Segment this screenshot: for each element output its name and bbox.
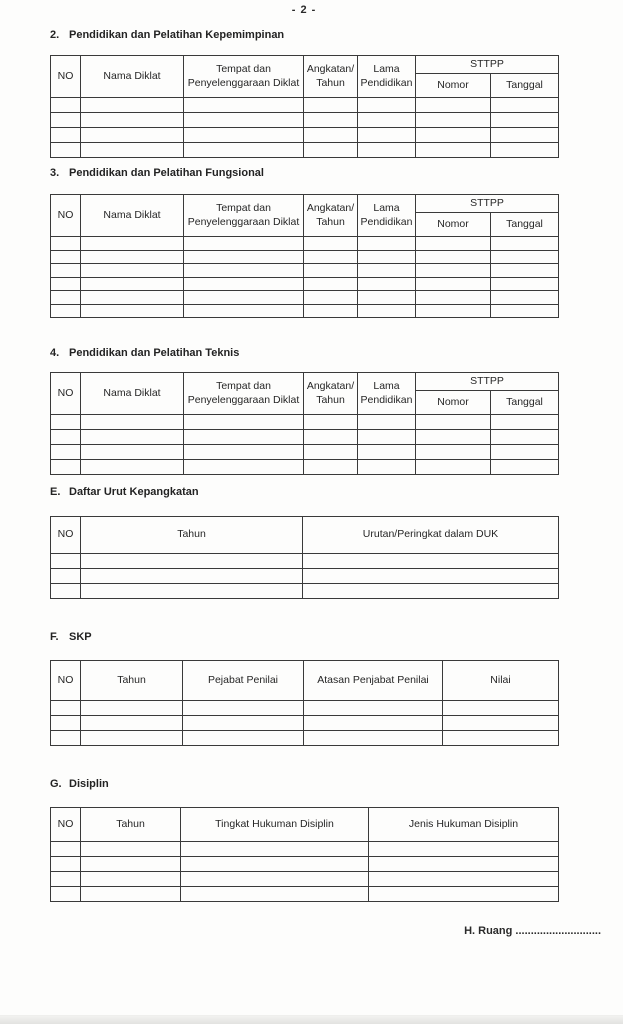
col-header-angkatan: Angkatan/ Tahun (304, 56, 358, 98)
empty-cell (304, 98, 358, 113)
empty-cell (81, 113, 184, 128)
empty-cell (358, 98, 416, 113)
empty-cell (81, 98, 184, 113)
empty-cell (304, 701, 443, 716)
empty-cell (81, 716, 183, 731)
empty-cell (491, 291, 559, 305)
table-row (51, 887, 559, 902)
section-number: F. (50, 631, 59, 643)
empty-cell (304, 237, 358, 251)
empty-cell (51, 430, 81, 445)
table-header (51, 56, 559, 98)
table-row (51, 250, 559, 264)
section-title: Daftar Urut Kepangkatan (69, 486, 199, 498)
col-header-tahun: Tahun (81, 808, 181, 842)
disiplin-table-body (51, 842, 559, 902)
empty-cell (184, 237, 304, 251)
empty-cell (181, 872, 369, 887)
empty-cell (51, 872, 81, 887)
empty-cell (369, 857, 559, 872)
col-header-lama: Lama Pendidikan (358, 56, 416, 98)
empty-cell (358, 113, 416, 128)
col-header-nama-diklat: Nama Diklat (81, 56, 184, 98)
empty-cell (358, 430, 416, 445)
page-number: - 2 - (291, 4, 317, 16)
empty-cell (183, 716, 304, 731)
table-row (51, 415, 559, 430)
empty-cell (184, 304, 304, 318)
empty-cell (416, 277, 491, 291)
empty-cell (181, 857, 369, 872)
empty-cell (491, 128, 559, 143)
col-header-no: NO (51, 373, 81, 415)
section-title: Pendidikan dan Pelatihan Kepemimpinan (69, 29, 285, 41)
empty-cell (81, 415, 184, 430)
table-row (51, 872, 559, 887)
col-header-no: NO (51, 517, 81, 554)
empty-cell (443, 701, 559, 716)
empty-cell (358, 460, 416, 475)
empty-cell (491, 445, 559, 460)
col-header-lama: Lama Pendidikan (358, 195, 416, 237)
col-header-tanggal: Tanggal (491, 213, 559, 237)
empty-cell (81, 277, 184, 291)
col-header-tingkat-hukuman: Tingkat Hukuman Disiplin (181, 808, 369, 842)
table-row (51, 264, 559, 278)
empty-cell (81, 264, 184, 278)
empty-cell (304, 250, 358, 264)
fungsional-table (50, 194, 559, 318)
col-header-sttpp: STTPP (416, 195, 559, 213)
empty-cell (358, 143, 416, 158)
empty-cell (51, 98, 81, 113)
col-header-nomor: Nomor (416, 391, 491, 415)
table-row (51, 277, 559, 291)
col-header-nama-diklat: Nama Diklat (81, 195, 184, 237)
empty-cell (304, 304, 358, 318)
empty-cell (184, 98, 304, 113)
teknis-table-body (51, 415, 559, 475)
section-duk (50, 486, 623, 599)
duk-table-body (51, 554, 559, 599)
empty-cell (51, 716, 81, 731)
empty-cell (358, 128, 416, 143)
empty-cell (81, 291, 184, 305)
empty-cell (81, 430, 184, 445)
section-number: H. (464, 925, 476, 937)
empty-cell (304, 460, 358, 475)
empty-cell (51, 701, 81, 716)
empty-cell (358, 445, 416, 460)
empty-cell (358, 237, 416, 251)
empty-cell (416, 460, 491, 475)
empty-cell (51, 445, 81, 460)
col-header-no: NO (51, 56, 81, 98)
empty-cell (416, 445, 491, 460)
section-number: G. (50, 778, 62, 790)
empty-cell (358, 304, 416, 318)
empty-cell (181, 842, 369, 857)
table-header (51, 808, 559, 842)
section-heading (50, 486, 623, 498)
empty-cell (81, 569, 303, 584)
empty-cell (81, 842, 181, 857)
empty-cell (184, 460, 304, 475)
col-header-tempat: Tempat dan Penyelenggaraan Diklat (184, 373, 304, 415)
empty-cell (303, 569, 559, 584)
col-header-tempat: Tempat dan Penyelenggaraan Diklat (184, 56, 304, 98)
empty-cell (51, 569, 81, 584)
empty-cell (358, 415, 416, 430)
empty-cell (304, 430, 358, 445)
page-bottom-edge (0, 1015, 623, 1024)
empty-cell (443, 731, 559, 746)
empty-cell (184, 264, 304, 278)
table-row (51, 857, 559, 872)
empty-cell (304, 277, 358, 291)
empty-cell (491, 277, 559, 291)
empty-cell (184, 291, 304, 305)
empty-cell (304, 113, 358, 128)
col-header-tahun: Tahun (81, 517, 303, 554)
col-header-sttpp: STTPP (416, 56, 559, 74)
table-row (51, 569, 559, 584)
empty-cell (416, 415, 491, 430)
col-header-tahun: Tahun (81, 661, 183, 701)
empty-cell (183, 731, 304, 746)
col-header-jenis-hukuman: Jenis Hukuman Disiplin (369, 808, 559, 842)
empty-cell (181, 887, 369, 902)
col-header-tanggal: Tanggal (491, 74, 559, 98)
section-heading (50, 778, 623, 790)
empty-cell (51, 731, 81, 746)
empty-cell (416, 264, 491, 278)
empty-cell (81, 584, 303, 599)
section-skp (50, 631, 623, 746)
empty-cell (369, 887, 559, 902)
section-title: Pendidikan dan Pelatihan Teknis (69, 347, 240, 359)
empty-cell (491, 304, 559, 318)
section-fungsional (50, 167, 623, 318)
section-disiplin (50, 778, 623, 902)
empty-cell (81, 872, 181, 887)
col-header-tanggal: Tanggal (491, 391, 559, 415)
empty-cell (358, 277, 416, 291)
section-heading (50, 29, 623, 41)
empty-cell (51, 304, 81, 318)
table-row (51, 716, 559, 731)
empty-cell (358, 291, 416, 305)
kepemimpinan-table-body (51, 98, 559, 158)
table-header (51, 517, 559, 554)
empty-cell (304, 291, 358, 305)
empty-cell (51, 291, 81, 305)
section-title: Ruang (478, 925, 513, 937)
empty-cell (184, 128, 304, 143)
empty-cell (303, 554, 559, 569)
empty-cell (51, 842, 81, 857)
table-row (51, 584, 559, 599)
table-header (51, 661, 559, 701)
empty-cell (184, 430, 304, 445)
table-row (51, 731, 559, 746)
empty-cell (416, 291, 491, 305)
empty-cell (51, 887, 81, 902)
table-header (51, 373, 559, 415)
section-heading (50, 631, 623, 643)
empty-cell (51, 415, 81, 430)
table-row (51, 460, 559, 475)
section-ruang (50, 925, 623, 937)
col-header-tempat: Tempat dan Penyelenggaraan Diklat (184, 195, 304, 237)
empty-cell (81, 250, 184, 264)
empty-cell (304, 445, 358, 460)
empty-cell (303, 584, 559, 599)
col-header-no: NO (51, 195, 81, 237)
empty-cell (358, 264, 416, 278)
empty-cell (51, 113, 81, 128)
empty-cell (184, 445, 304, 460)
col-header-nilai: Nilai (443, 661, 559, 701)
skp-table (50, 660, 559, 746)
empty-cell (183, 701, 304, 716)
section-number: 4. (50, 347, 60, 359)
empty-cell (304, 264, 358, 278)
empty-cell (304, 716, 443, 731)
empty-cell (416, 143, 491, 158)
col-header-no: NO (51, 808, 81, 842)
table-row (51, 98, 559, 113)
col-header-angkatan: Angkatan/ Tahun (304, 195, 358, 237)
section-heading (50, 167, 623, 179)
empty-cell (51, 237, 81, 251)
table-row (51, 304, 559, 318)
empty-cell (304, 415, 358, 430)
empty-cell (416, 304, 491, 318)
empty-cell (491, 143, 559, 158)
empty-cell (81, 887, 181, 902)
empty-cell (184, 277, 304, 291)
empty-cell (51, 128, 81, 143)
table-row (51, 143, 559, 158)
empty-cell (81, 731, 183, 746)
section-title: Pendidikan dan Pelatihan Fungsional (69, 167, 264, 179)
section-number: E. (50, 486, 61, 498)
empty-cell (491, 430, 559, 445)
empty-cell (81, 445, 184, 460)
empty-cell (491, 250, 559, 264)
empty-cell (184, 415, 304, 430)
empty-cell (369, 872, 559, 887)
section-kepemimpinan (50, 29, 623, 158)
empty-cell (51, 143, 81, 158)
empty-cell (369, 842, 559, 857)
empty-cell (51, 554, 81, 569)
fungsional-table-body (51, 237, 559, 318)
empty-cell (491, 460, 559, 475)
disiplin-table (50, 807, 559, 902)
empty-cell (81, 237, 184, 251)
teknis-table (50, 372, 559, 475)
table-row (51, 128, 559, 143)
table-header (51, 195, 559, 237)
skp-table-body (51, 701, 559, 746)
col-header-no: NO (51, 661, 81, 701)
empty-cell (184, 250, 304, 264)
empty-cell (358, 250, 416, 264)
empty-cell (443, 716, 559, 731)
empty-cell (416, 430, 491, 445)
table-row (51, 291, 559, 305)
col-header-nomor: Nomor (416, 213, 491, 237)
empty-cell (81, 460, 184, 475)
empty-cell (81, 554, 303, 569)
section-teknis (50, 347, 623, 475)
empty-cell (491, 237, 559, 251)
empty-cell (491, 113, 559, 128)
empty-cell (184, 143, 304, 158)
table-row (51, 554, 559, 569)
table-row (51, 701, 559, 716)
col-header-nomor: Nomor (416, 74, 491, 98)
col-header-angkatan: Angkatan/ Tahun (304, 373, 358, 415)
empty-cell (184, 113, 304, 128)
col-header-urutan-duk: Urutan/Peringkat dalam DUK (303, 517, 559, 554)
kepemimpinan-table (50, 55, 559, 158)
table-row (51, 430, 559, 445)
empty-cell (81, 304, 184, 318)
empty-cell (51, 460, 81, 475)
section-number: 3. (50, 167, 60, 179)
empty-cell (416, 113, 491, 128)
col-header-lama: Lama Pendidikan (358, 373, 416, 415)
empty-cell (491, 415, 559, 430)
fill-in-dots: ............................ (515, 925, 601, 937)
empty-cell (416, 250, 491, 264)
empty-cell (51, 264, 81, 278)
empty-cell (491, 98, 559, 113)
section-title: SKP (69, 631, 92, 643)
section-number: 2. (50, 29, 60, 41)
duk-table (50, 516, 559, 599)
col-header-pejabat-penilai: Pejabat Penilai (183, 661, 304, 701)
col-header-nama-diklat: Nama Diklat (81, 373, 184, 415)
empty-cell (304, 731, 443, 746)
empty-cell (491, 264, 559, 278)
empty-cell (51, 584, 81, 599)
col-header-sttpp: STTPP (416, 373, 559, 391)
empty-cell (81, 128, 184, 143)
empty-cell (51, 857, 81, 872)
empty-cell (304, 128, 358, 143)
section-heading (50, 347, 623, 359)
section-title: Disiplin (69, 778, 109, 790)
empty-cell (304, 143, 358, 158)
empty-cell (416, 128, 491, 143)
empty-cell (51, 277, 81, 291)
empty-cell (81, 143, 184, 158)
empty-cell (416, 237, 491, 251)
col-header-atasan-penjabat-penilai: Atasan Penjabat Penilai (304, 661, 443, 701)
table-row (51, 842, 559, 857)
empty-cell (416, 98, 491, 113)
table-row (51, 113, 559, 128)
empty-cell (51, 250, 81, 264)
table-row (51, 237, 559, 251)
empty-cell (81, 701, 183, 716)
table-row (51, 445, 559, 460)
empty-cell (81, 857, 181, 872)
